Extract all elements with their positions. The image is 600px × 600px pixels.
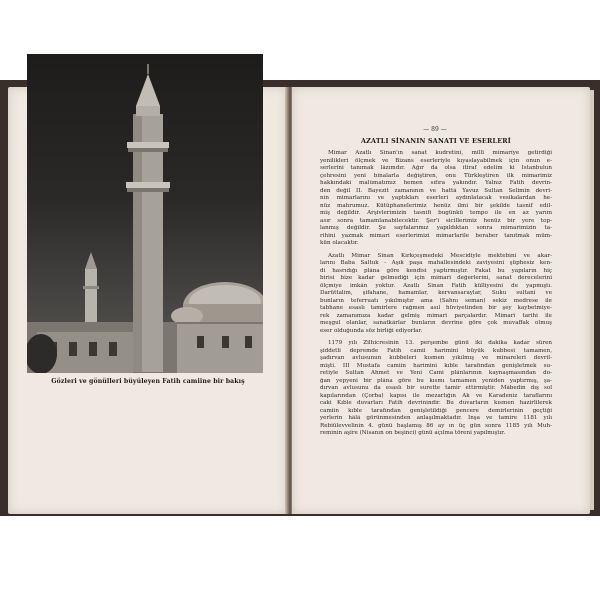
photo-caption: Gözleri ve gönülleri büyüleyen Fatih camiine bir bakış bbox=[51, 378, 245, 385]
text-line: kapılarından (Çorba) kapısı ile mezarlığın Ak ve Karadeniz taraflarını bbox=[320, 392, 552, 399]
text-line: yerlerin hâlâ görünmesinden anlaşılmaktadır. İnşa ve tamire 1181 yılı bbox=[320, 415, 552, 421]
text-line: meşgul olanlar, sanatkârlar bunların devrine göre çok muvaffak olmuş bbox=[320, 320, 552, 326]
text-line: eser olduğunda söz birliği ediyorlar. bbox=[320, 327, 423, 334]
mosque-photo bbox=[27, 54, 263, 373]
mosque-minaret-illustration bbox=[27, 54, 263, 373]
text-line: tabhane esaslı tamirlere rağmen asıl hüviyetinden bir şey kaybetmiye- bbox=[320, 305, 552, 311]
text-line: asır sonra tamamlanabilecektir. Şer'î sicillerimiz henüz bir yere top- bbox=[320, 217, 552, 224]
text-line: bunların teferruatı yıkılmıştır ama (Sahnı seman) sekiz medrese ile bbox=[320, 297, 552, 304]
text-line: 1179 yılı Zilhicresinin 13. perşembe günü iki dakika kadar süren bbox=[328, 340, 552, 346]
text-line: den değil II. Bayezit zamanının ve hattâ Yavuz Sultan Selimin devri- bbox=[320, 187, 552, 194]
text-line: Darüttalim, şifahane, hamamlar, kervansaraylar, Suku sultani ve bbox=[320, 290, 552, 296]
text-line: şiddetli depremde Fatih camii harimini büyük kubbesi tamamen, bbox=[320, 347, 552, 354]
page-number: — 89 — bbox=[423, 126, 447, 133]
text-line: caki Kıble duvarları Fatih devrinindir. Bu duvarların kısmen hazirlilerek bbox=[320, 400, 552, 406]
section-title: AZATLI SİNANIN SANATI VE ESERLERİ bbox=[361, 137, 511, 145]
text-line: mişti. III Mustafa camiin harimini kıble tarafından genişletmek su- bbox=[320, 362, 552, 369]
text-line: miş değildir. Arşivlerimizin tasnifi bugünkü tempo ile en az yarım bbox=[320, 210, 552, 216]
text-line: kün olacaktır. bbox=[320, 240, 359, 246]
text-line: hakkındaki malûmatımız hemen sıfıra yakındır. Yalnız Fatih devrin- bbox=[320, 180, 552, 186]
paragraph bbox=[320, 253, 552, 336]
text-line: şadırvan avlusunun kubbeleri kısmen yıkılmış ve minareleri devril- bbox=[320, 355, 552, 361]
text-line: Mimar Azatlı Sinan'ın sanat kudretini, millî mimarîye getirdiği bbox=[328, 150, 552, 156]
text-line: lanmış değildir. Şu sayfalarımız yapıldıktan sonra mimarimizin ta- bbox=[320, 225, 552, 231]
text-line: yenilikleri ölçmek ve Bizans eserleriyle kıyaslayabilmek için onun e- bbox=[320, 157, 552, 164]
text-line: Rebiülevvelinin 4. günü başlamış 86 ay ın üç gün sonra 1185 yılı Muh- bbox=[320, 422, 552, 429]
text-line: Azatlı Mimar Sinan Kırkçeşmedeki Mescidiyle mektebini ve akar- bbox=[328, 252, 552, 259]
text-line: rihini yazmak mimarî eserlerimizi mimarlarile beraber tanıtmak müm- bbox=[320, 232, 552, 239]
text-line: ğan yepyeni bir plâna göre bu kısmı tamamen yeniden yaptırmış, şa- bbox=[320, 377, 552, 384]
body-text bbox=[320, 150, 552, 438]
page-edges bbox=[590, 90, 594, 510]
text-line: ölçmiye imkân yoktur. Azatlı Sinan Fatih külliyesini de yapmıştı. bbox=[320, 282, 552, 289]
text-line: çehresini yeni binalarla değiştiren, onu Türkleştiren ilk mimarimiz bbox=[320, 172, 552, 179]
text-line: reminin aşîre (Nisanın on beşinci) günü açılma töreni yapılmıştır. bbox=[320, 430, 506, 436]
text-line: retiyle Sultan Ahmet ve Yeni Cami plânlarının kaynaşmasından do- bbox=[320, 370, 552, 376]
paragraph bbox=[320, 150, 552, 248]
text-line: serlerini tanımak lâzımdır. Ağır da olsa itiraf edelim ki İstanbulun bbox=[320, 165, 552, 171]
text-line: camiin kıble tarafından genişletildiği pencere demirlerinin geçtiği bbox=[320, 407, 552, 414]
text-line: dırvan avlusunu da esaslı bir surette tamir ettirmiştir. Mâbedin dış sol bbox=[320, 385, 552, 391]
text-line: nin mimarlarını ve yaptıkları eserleri aydınlatacak vesikalardan he- bbox=[320, 195, 552, 201]
text-line: larını Baba Saltuk - Aşık paşa mahallesindeki zaviyesini şüphesiz ken- bbox=[320, 260, 552, 266]
paragraph bbox=[320, 340, 552, 438]
text-line: birisi bize kadar gelmediği için mimarî değerlerini, sanat derecelerini bbox=[320, 275, 552, 281]
text-line: nüz mahrumuz. Kütüphanelerimiz henüz ilmî bir şekilde tasnif edil- bbox=[320, 202, 552, 209]
text-line: di hasrıdığı plâna göre kendisi yaptırmıştır. Fakat bu yapıların hiç bbox=[320, 267, 552, 274]
text-line: rek zamanımıza kadar gelmiş mimarî parçalardır. Mimarî tarihi ile bbox=[320, 312, 552, 319]
